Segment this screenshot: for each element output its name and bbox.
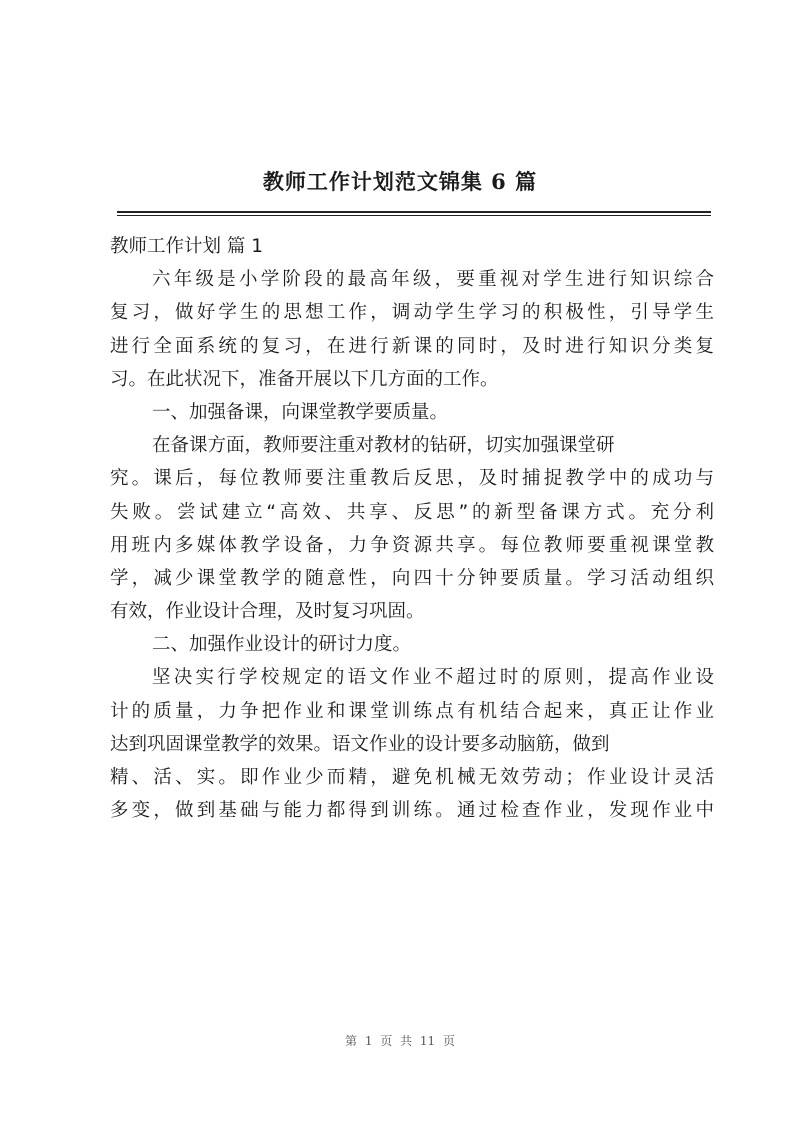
title-divider <box>117 211 711 213</box>
paragraph-line: 失败。尝试建立“高效、共享、反思”的新型备课方式。充分利 <box>110 501 714 523</box>
paragraph-line: 有效，作业设计合理，及时复习巩固。 <box>110 601 425 623</box>
section-heading: 教师工作计划 篇 1 <box>110 236 264 257</box>
subsection-heading: 一、加强备课，向课堂教学要质量。 <box>152 401 449 423</box>
paragraph-line: 究。课后，每位教师要注重教后反思，及时捕捉教学中的成功与 <box>110 468 714 490</box>
paragraph-line: 复习，做好学生的思想工作，调动学生学习的积极性，引导学生 <box>110 302 714 324</box>
paragraph-line: 用班内多媒体教学设备，力争资源共享。每位教师要重视课堂教 <box>110 534 714 556</box>
paragraph-line: 进行全面系统的复习，在进行新课的同时，及时进行知识分类复 <box>110 335 714 357</box>
document-title: 教师工作计划范文锦集 6 篇 <box>262 169 538 194</box>
paragraph-line: 在备课方面，教师要注重对教材的钻研，切实加强课堂研 <box>152 435 615 457</box>
title-divider-thin <box>117 215 711 216</box>
document-body <box>110 230 714 827</box>
paragraph-line: 坚决实行学校规定的语文作业不超过时的原则，提高作业设 <box>152 667 714 689</box>
page-number: 第 1 页 共 11 页 <box>345 1034 455 1048</box>
paragraph-line: 达到巩固课堂教学的效果。语文作业的设计要多动脑筋，做到 <box>110 733 610 755</box>
paragraph-line: 多变，做到基础与能力都得到训练。通过检查作业，发现作业中 <box>110 800 714 822</box>
paragraph-line: 习。在此状况下，准备开展以下几方面的工作。 <box>110 368 499 390</box>
paragraph-line: 计的质量，力争把作业和课堂训练点有机结合起来，真正让作业 <box>110 700 714 722</box>
paragraph-line: 六年级是小学阶段的最高年级，要重视对学生进行知识综合 <box>152 269 714 291</box>
subsection-heading: 二、加强作业设计的研讨力度。 <box>152 634 412 656</box>
paragraph-line: 学，减少课堂教学的随意性，向四十分钟要质量。学习活动组织 <box>110 567 714 589</box>
paragraph-line: 精、活、实。即作业少而精，避免机械无效劳动；作业设计灵活 <box>110 767 714 788</box>
